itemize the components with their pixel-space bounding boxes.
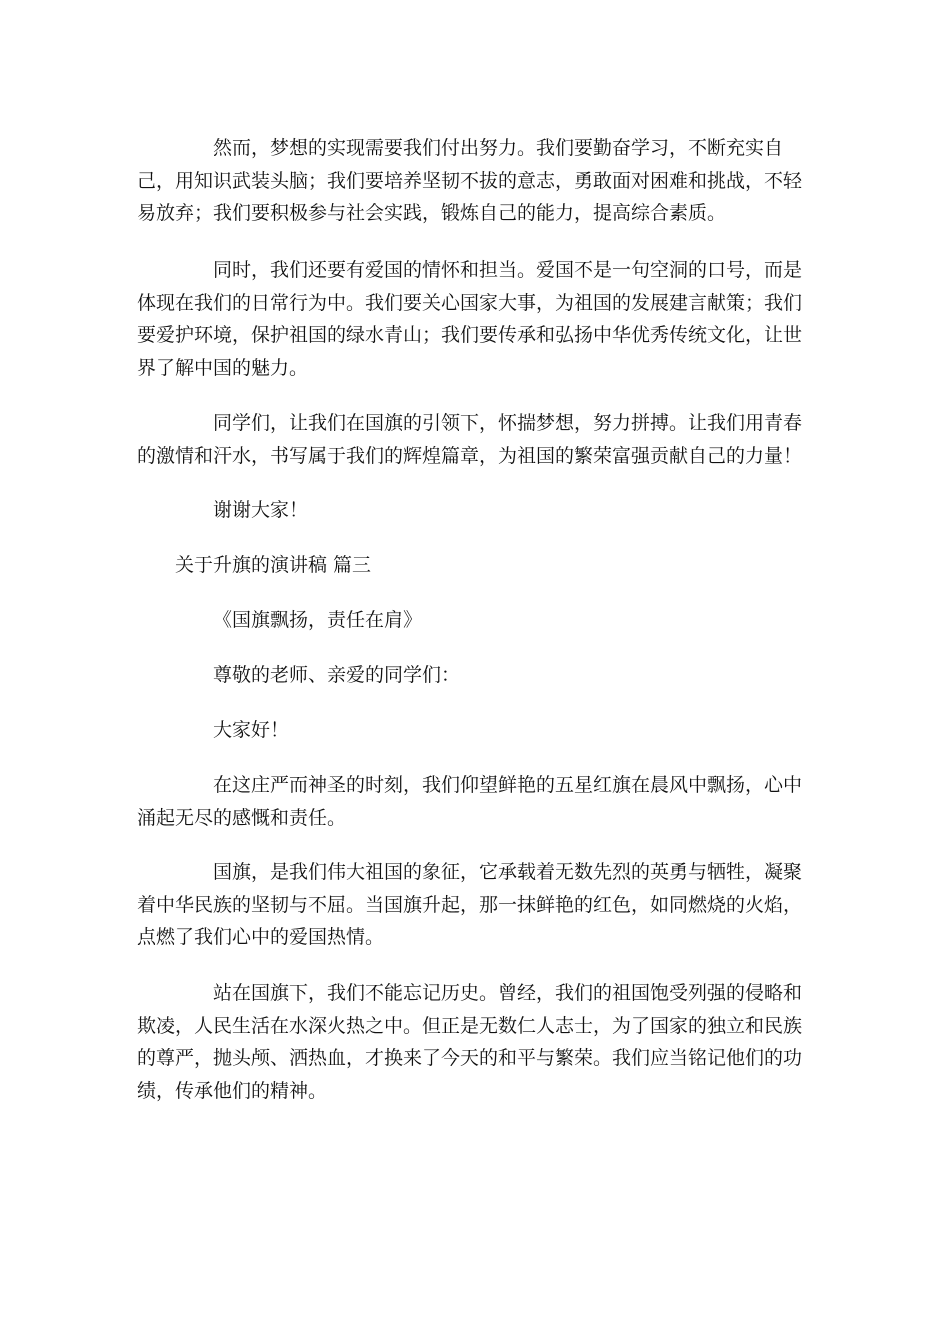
greeting: 大家好！ [213,719,290,741]
salutation: 尊敬的老师、亲爱的同学们： [213,664,461,686]
body-paragraph-flag-symbol: 国旗，是我们伟大祖国的象征，它承载着无数先烈的英勇与牺牲，凝聚着中华民族的坚韧与不屈。当国旗升起，那一抹鲜艳的红色，如同燃烧的火焰，点燃了我们心中的爱国热情。 [137,861,803,948]
speech-title: 《国旗飘扬，责任在肩》 [213,609,423,631]
body-paragraph-moment: 在这庄严而神圣的时刻，我们仰望鲜艳的五星红旗在晨风中飘扬，心中涌起无尽的感慨和责任。 [137,774,803,829]
paragraph-effort: 然而，梦想的实现需要我们付出努力。我们要勤奋学习，不断充实自己，用知识武装头脑；我们要培养坚韧不拔的意志，勇敢面对困难和挑战，不轻易放弃；我们要积极参与社会实践，锻炼自己的能力，提高综合素质。 [137,137,803,224]
body-paragraph-history: 站在国旗下，我们不能忘记历史。曾经，我们的祖国饱受列强的侵略和欺凌，人民生活在水深火热之中。但正是无数仁人志士，为了国家的独立和民族的尊严，抛头颅、洒热血，才换来了今天的和平与繁荣。我们应当铭记他们的功绩，传承他们的精神。 [137,982,803,1102]
paragraph-patriotism: 同时，我们还要有爱国的情怀和担当。爱国不是一句空洞的口号，而是体现在我们的日常行为中。我们要关心国家大事，为祖国的发展建言献策；我们要爱护环境，保护祖国的绿水青山；我们要传承和弘扬中华优秀传统文化，让世界了解中国的魅力。 [137,259,803,379]
paragraph-thanks: 谢谢大家！ [213,499,309,521]
section-heading: 关于升旗的演讲稿 篇三 [175,554,372,576]
paragraph-call-to-action: 同学们，让我们在国旗的引领下，怀揣梦想，努力拼搏。让我们用青春的激情和汗水，书写属于我们的辉煌篇章，为祖国的繁荣富强贡献自己的力量！ [137,412,803,467]
